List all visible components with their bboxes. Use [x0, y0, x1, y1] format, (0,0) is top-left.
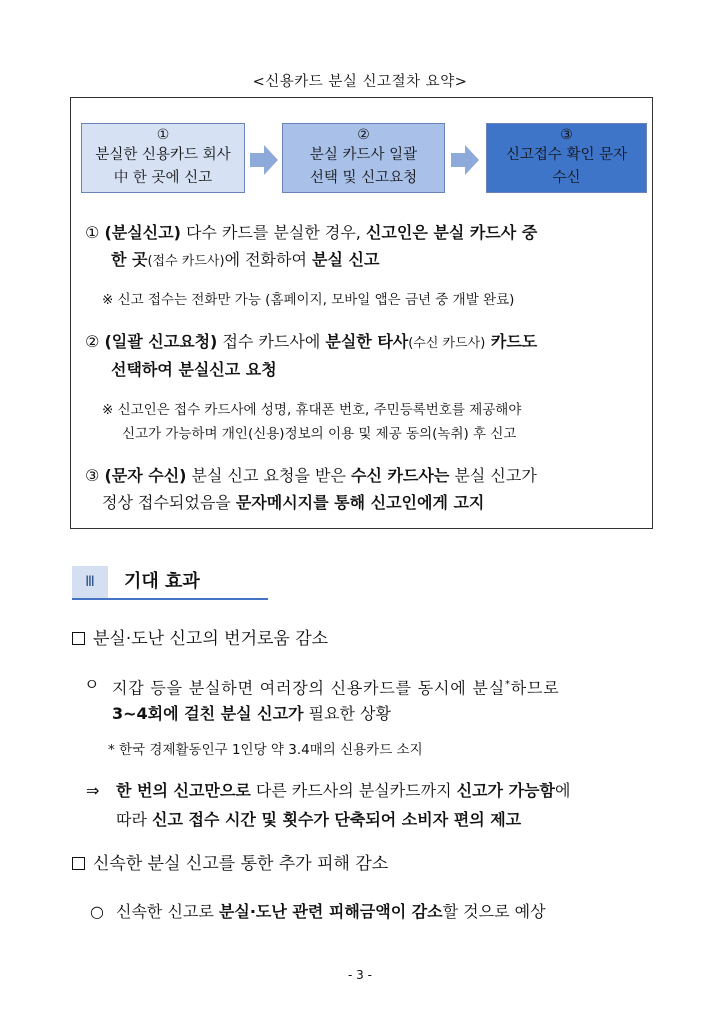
item-3-text: 분실 신고 요청을 받은	[186, 466, 352, 485]
effect-2-bullet-bold: 분실·도난 관련 피해금액이 감소	[218, 902, 443, 921]
section-number: Ⅲ	[72, 566, 108, 598]
effect-1-result-bold: 한 번의 신고만으로	[116, 781, 251, 800]
item-2-mark: ②	[85, 332, 100, 351]
effect-1-bullet-text-2: 필요한 상황	[303, 704, 391, 723]
item-1-small: (접수 카드사)	[147, 254, 225, 269]
item-2-small: (수신 카드사)	[408, 336, 486, 351]
effect-1-bullet-line2	[112, 699, 657, 729]
item-3-bold-2: 문자메시지를 통해 신고인에게 고지	[235, 493, 485, 512]
effect-1-result-line1	[116, 776, 661, 806]
checkbox-square-icon	[72, 632, 85, 645]
step-1-number: ①	[156, 127, 170, 143]
item-1-text-2: 에 전화하여	[224, 250, 313, 269]
step-3-line2: 수신	[552, 170, 581, 186]
item-2-head: (일괄 신고요청)	[104, 332, 218, 351]
step-1-box	[81, 123, 245, 193]
step-2-number: ②	[357, 127, 370, 143]
item-1-bold-2: 한 곳	[111, 250, 148, 269]
effect-2-bullet-line	[116, 897, 661, 927]
item-1-bold: 신고인은 분실 카드사 중	[365, 223, 538, 242]
page-number: - 3 -	[348, 968, 372, 982]
section-title: 기대 효과	[124, 571, 200, 592]
item-1-line1	[85, 219, 645, 247]
item-1-head: (분실신고)	[104, 223, 181, 242]
item-3-line2	[102, 489, 642, 517]
effect-1-heading	[72, 625, 328, 653]
step-2-line2: 선택 및 신고요청	[309, 170, 418, 186]
item-2-line2: 선택하여 분실신고 요청	[111, 360, 277, 379]
item-2-note-line1: ※ 신고인은 접수 카드사에 성명, 휴대폰 번호, 주민등록번호를 제공해야	[102, 402, 522, 418]
effect-1-result-mark: ⇒	[86, 781, 100, 800]
effect-2-bullet-text: 신속한 신고로	[116, 902, 219, 921]
effect-2-heading-text: 신속한 분실 신고를 통한 추가 피해 감소	[93, 854, 389, 874]
summary-title: <신용카드 분실 신고절차 요약>	[252, 74, 468, 90]
item-1-bold-3: 분실 신고	[312, 250, 380, 269]
effect-1-result-line2	[116, 805, 661, 835]
effect-2-bullet-mark: ○	[90, 902, 104, 921]
step-3-number: ③	[560, 127, 573, 143]
step-3-line1: 신고접수 확인 문자	[505, 147, 628, 163]
item-1-text: 다수 카드를 분실한 경우,	[180, 223, 366, 242]
item-2-bold-2: 카드도	[485, 332, 538, 351]
section-underline	[72, 598, 268, 600]
effect-1-result-text: 다른 카드사의 분실카드까지	[250, 781, 457, 800]
step-3-box	[486, 123, 647, 193]
item-3-text-3: 정상 접수되었음을	[102, 493, 236, 512]
effect-1-result-bold-2: 신고가 가능함	[456, 781, 555, 800]
arrow-right-icon	[250, 143, 278, 177]
effect-1-footnote-mark: *	[504, 679, 511, 690]
item-1-mark: ①	[85, 223, 100, 242]
effect-1-result-text-2: 에	[554, 781, 571, 800]
item-3-text-2: 분실 신고가	[449, 466, 537, 485]
item-2-text: 접수 카드사에	[217, 332, 326, 351]
step-2-line1: 분실 카드사 일괄	[309, 147, 418, 163]
effect-1-heading-text: 분실·도난 신고의 번거로움 감소	[93, 629, 329, 649]
item-2-bold: 분실한 타사	[325, 332, 409, 351]
checkbox-square-icon	[72, 857, 85, 870]
effect-1-footnote: * 한국 경제활동인구 1인당 약 3.4매의 신용카드 소지	[108, 742, 423, 758]
item-3-head: (문자 수신)	[104, 466, 187, 485]
item-1-line2	[111, 246, 641, 276]
effect-2-bullet-text-2: 할 것으로 예상	[442, 902, 546, 921]
effect-2-heading	[72, 850, 388, 878]
effect-1-bullet-bold: 3~4회에 걸친 분실 신고가	[112, 704, 304, 723]
item-3-line1	[85, 462, 645, 490]
item-3-bold: 수신 카드사는	[351, 466, 450, 485]
item-1-note: ※ 신고 접수는 전화만 가능 (홈페이지, 모바일 앱은 금년 중 개발 완료)	[102, 292, 515, 308]
effect-1-bullet-text-end: 하므로	[510, 678, 560, 698]
step-1-line2: 中 한 곳에 신고	[113, 170, 213, 186]
effect-1-result-text-3: 따라	[116, 810, 152, 829]
effect-1-bullet-mark: ㅇ	[84, 675, 100, 694]
step-1-line1: 분실한 신용카드 회사	[95, 147, 231, 163]
item-3-mark: ③	[85, 466, 100, 485]
step-2-box	[282, 123, 445, 193]
effect-1-result-bold-3: 신고 접수 시간 및 횟수가 단축되어 소비자 편의 제고	[152, 810, 522, 829]
item-2-note-line2: 신고가 가능하며 개인(신용)정보의 이용 및 제공 동의(녹취) 후 신고	[122, 426, 517, 442]
item-2-line1	[85, 328, 645, 358]
arrow-right-icon	[451, 143, 479, 177]
effect-1-bullet-text: 지갑 등을 분실하면 여러장의 신용카드를 동시에 분실	[112, 678, 505, 698]
